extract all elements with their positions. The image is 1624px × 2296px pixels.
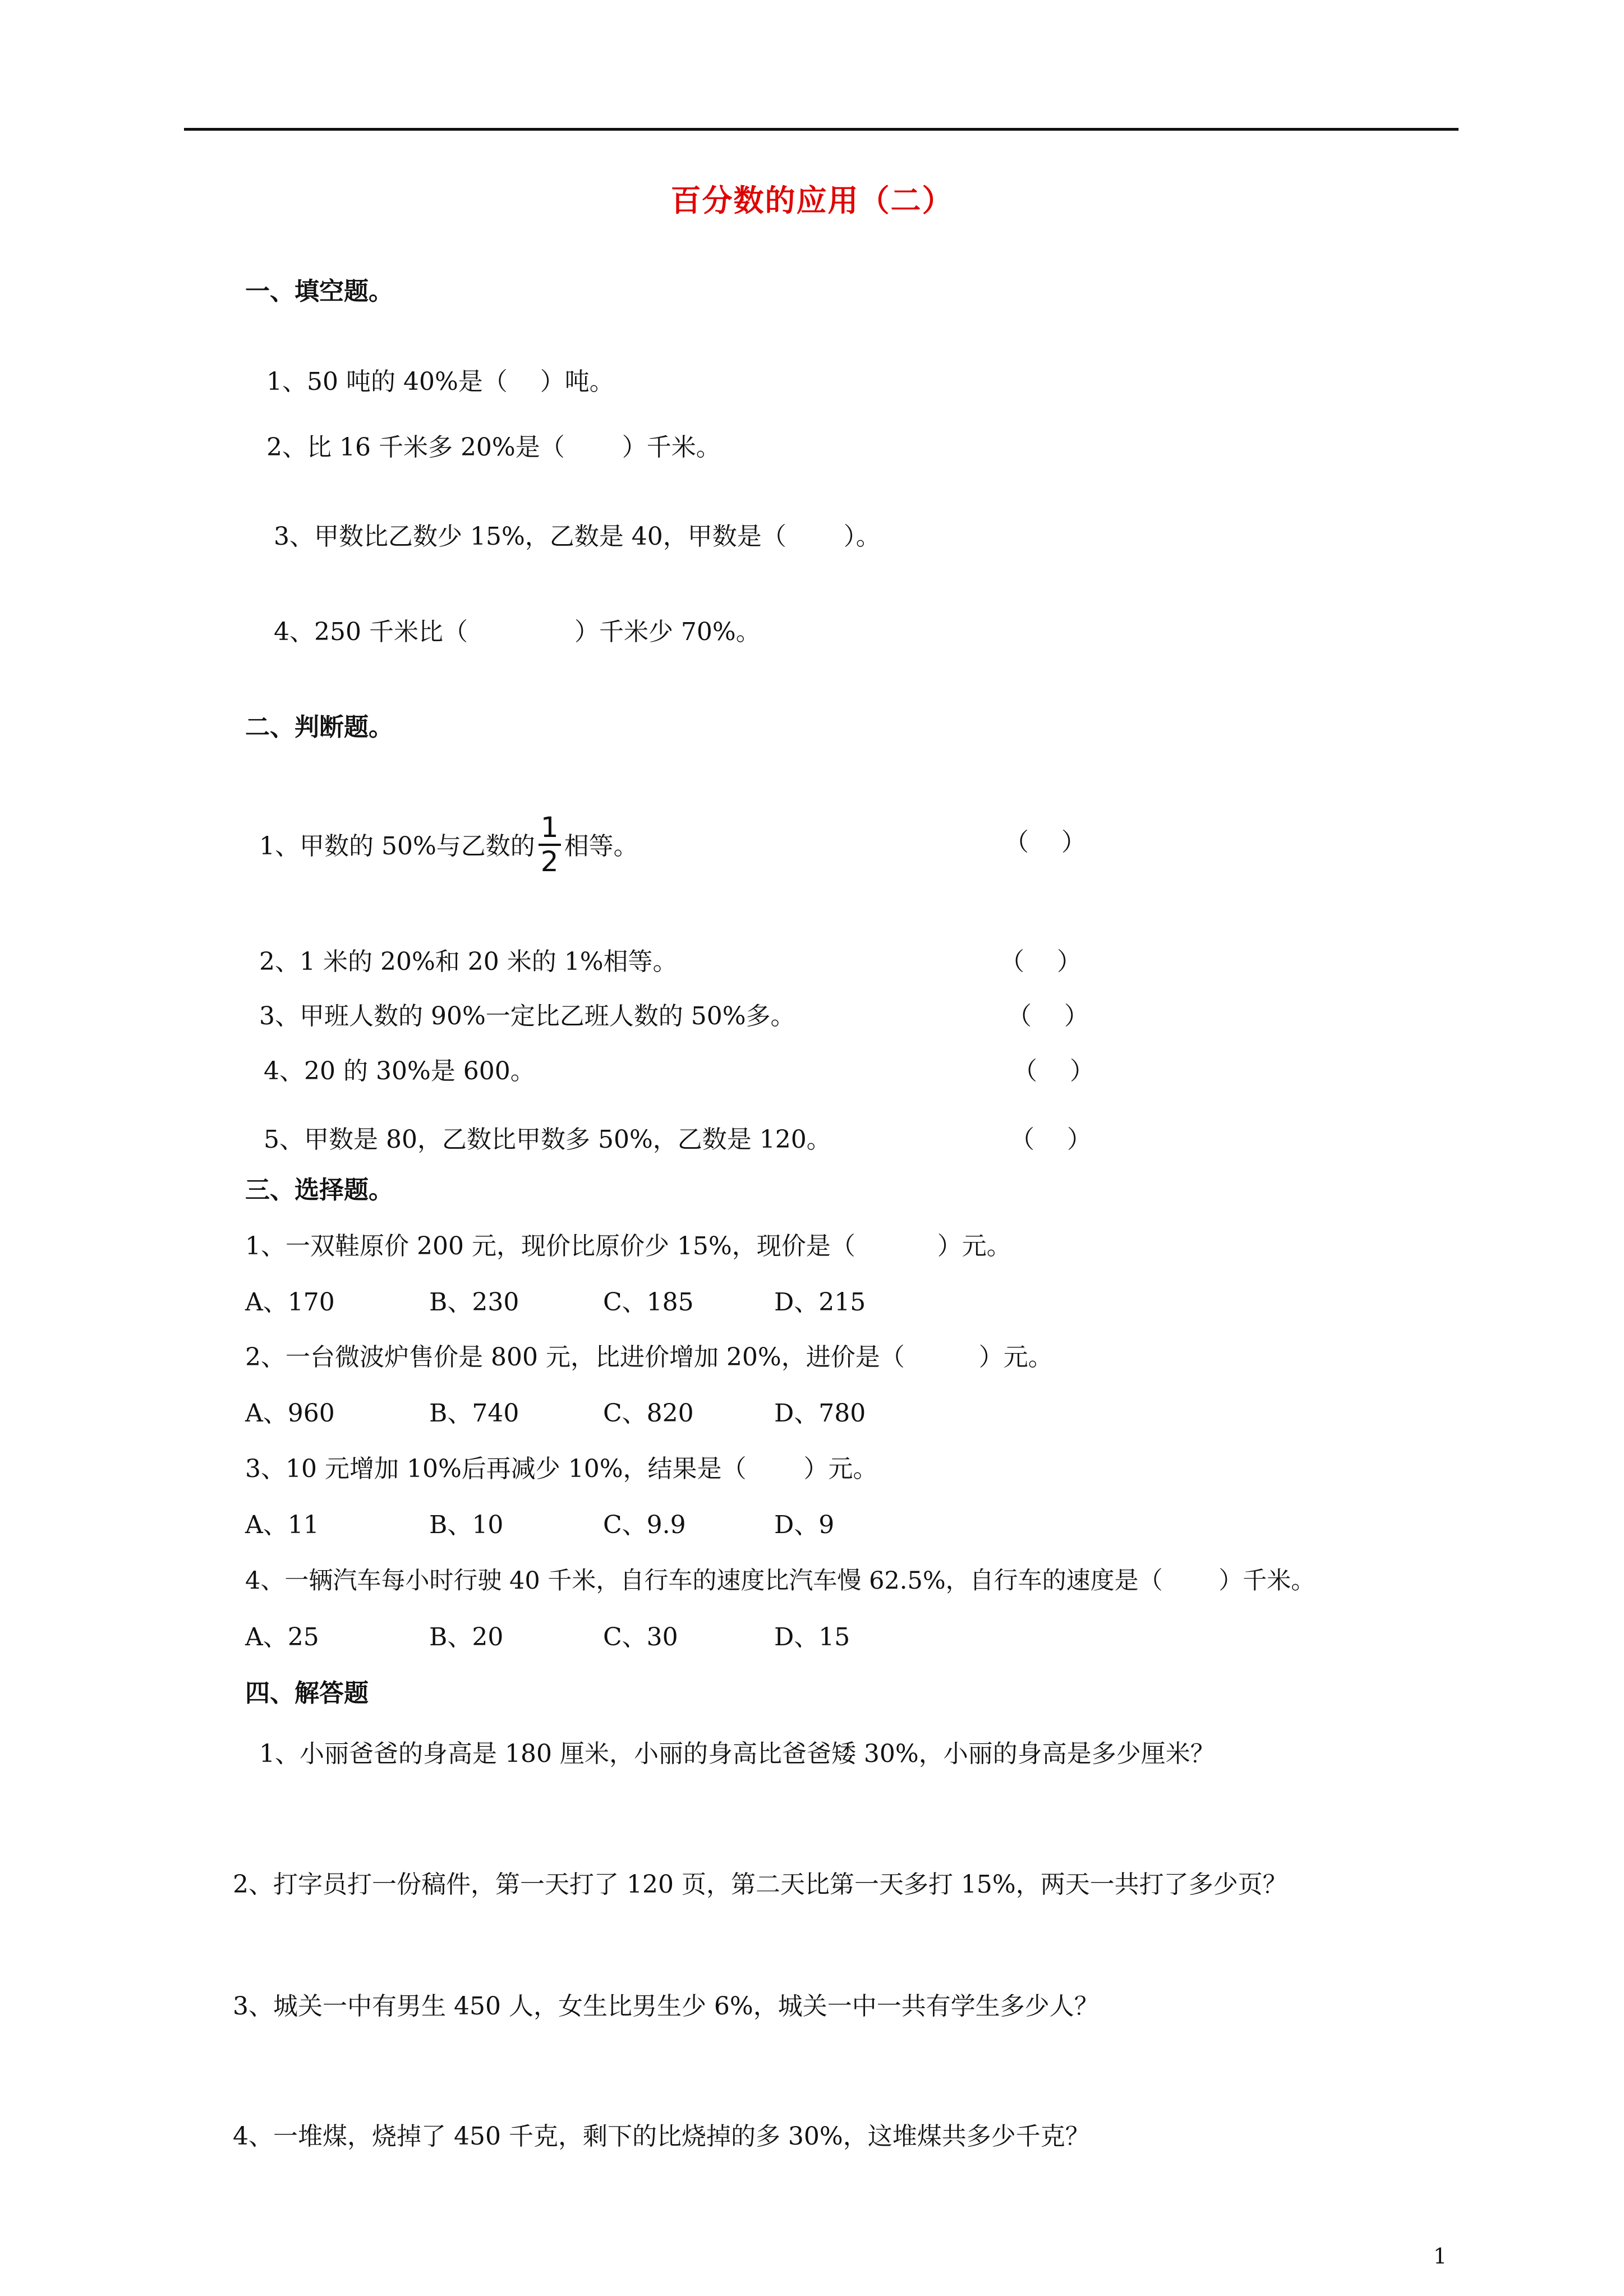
page-number: 1 <box>1433 2244 1447 2269</box>
judge-answer-paren-2: （ ） <box>1000 947 1082 976</box>
header-rule <box>184 128 1459 131</box>
fraction-denominator: 2 <box>540 845 559 878</box>
choice-option: B、230 <box>429 1288 519 1317</box>
choice-option: D、9 <box>774 1511 835 1539</box>
judge-item-1 <box>259 811 638 880</box>
answer-problem-2: 2、打字员打一份稿件，第一天打了 120 页，第二天比第一天多打 15%，两天一共打了多少页？ <box>233 1870 1287 1899</box>
judge-answer-paren-1: （ ） <box>1004 828 1086 857</box>
choice-question-1: 1、一双鞋原价 200 元，现价比原价少 15%，现价是（ ）元。 <box>245 1232 1011 1260</box>
choice-option: A、170 <box>245 1288 335 1317</box>
judge-answer-paren-3: （ ） <box>1007 1002 1089 1030</box>
choice-option: B、10 <box>429 1511 504 1539</box>
section-heading-choice: 三、选择题。 <box>245 1176 393 1204</box>
answer-problem-3: 3、城关一中有男生 450 人，女生比男生少 6%，城关一中一共有学生多少人？ <box>233 1992 1099 2021</box>
choice-option: D、780 <box>774 1399 866 1428</box>
choice-option: B、740 <box>429 1399 519 1428</box>
judge-item-1-after: 相等。 <box>564 832 638 861</box>
choice-option: C、820 <box>603 1399 694 1428</box>
fill-item-3: 3、甲数比乙数少 15%，乙数是 40，甲数是（ ）。 <box>274 522 881 551</box>
choice-option: A、11 <box>245 1511 319 1539</box>
fraction-numerator: 1 <box>539 813 561 846</box>
choice-option: B、20 <box>429 1623 504 1651</box>
choice-option: C、185 <box>603 1288 694 1317</box>
judge-answer-paren-5: （ ） <box>1010 1125 1092 1154</box>
choice-question-2: 2、一台微波炉售价是 800 元，比进价增加 20%，进价是（ ）元。 <box>245 1343 1053 1372</box>
judge-answer-paren-4: （ ） <box>1013 1057 1094 1085</box>
choice-option: A、960 <box>245 1399 335 1428</box>
judge-item-2: 2、1 米的 20%和 20 米的 1%相等。 <box>259 947 678 976</box>
choice-option: A、25 <box>245 1623 319 1651</box>
fill-item-2: 2、比 16 千米多 20%是（ ）千米。 <box>266 433 721 462</box>
fill-item-1: 1、50 吨的 40%是（ ）吨。 <box>266 367 614 396</box>
section-heading-judge: 二、判断题。 <box>245 713 393 742</box>
judge-item-5: 5、甲数是 80，乙数比甲数多 50%，乙数是 120。 <box>264 1125 831 1154</box>
choice-question-4: 4、一辆汽车每小时行驶 40 千米，自行车的速度比汽车慢 62.5%，自行车的速度是（ ）千米。 <box>245 1567 1315 1595</box>
answer-problem-1: 1、小丽爸爸的身高是 180 厘米，小丽的身高比爸爸矮 30%，小丽的身高是多少厘米？ <box>259 1740 1215 1768</box>
answer-problem-4: 4、一堆煤，烧掉了 450 千克，剩下的比烧掉的多 30%，这堆煤共多少千克？ <box>233 2122 1090 2151</box>
choice-option: D、215 <box>774 1288 866 1317</box>
section-heading-answer: 四、解答题 <box>245 1679 369 1708</box>
choice-option: D、15 <box>774 1623 850 1651</box>
fill-item-4: 4、250 千米比（ ）千米少 70%。 <box>274 618 761 646</box>
page-title: 百分数的应用（二） <box>670 183 954 218</box>
section-heading-fill: 一、填空题。 <box>245 277 393 306</box>
choice-question-3: 3、10 元增加 10%后再减少 10%，结果是（ ）元。 <box>245 1455 878 1483</box>
judge-item-1-before: 1、甲数的 50%与乙数的 <box>259 832 535 861</box>
choice-option: C、30 <box>603 1623 678 1651</box>
fraction-one-half <box>539 813 561 876</box>
judge-item-3: 3、甲班人数的 90%一定比乙班人数的 50%多。 <box>259 1002 795 1030</box>
judge-item-4: 4、20 的 30%是 600。 <box>264 1057 535 1085</box>
choice-option: C、9.9 <box>603 1511 686 1539</box>
